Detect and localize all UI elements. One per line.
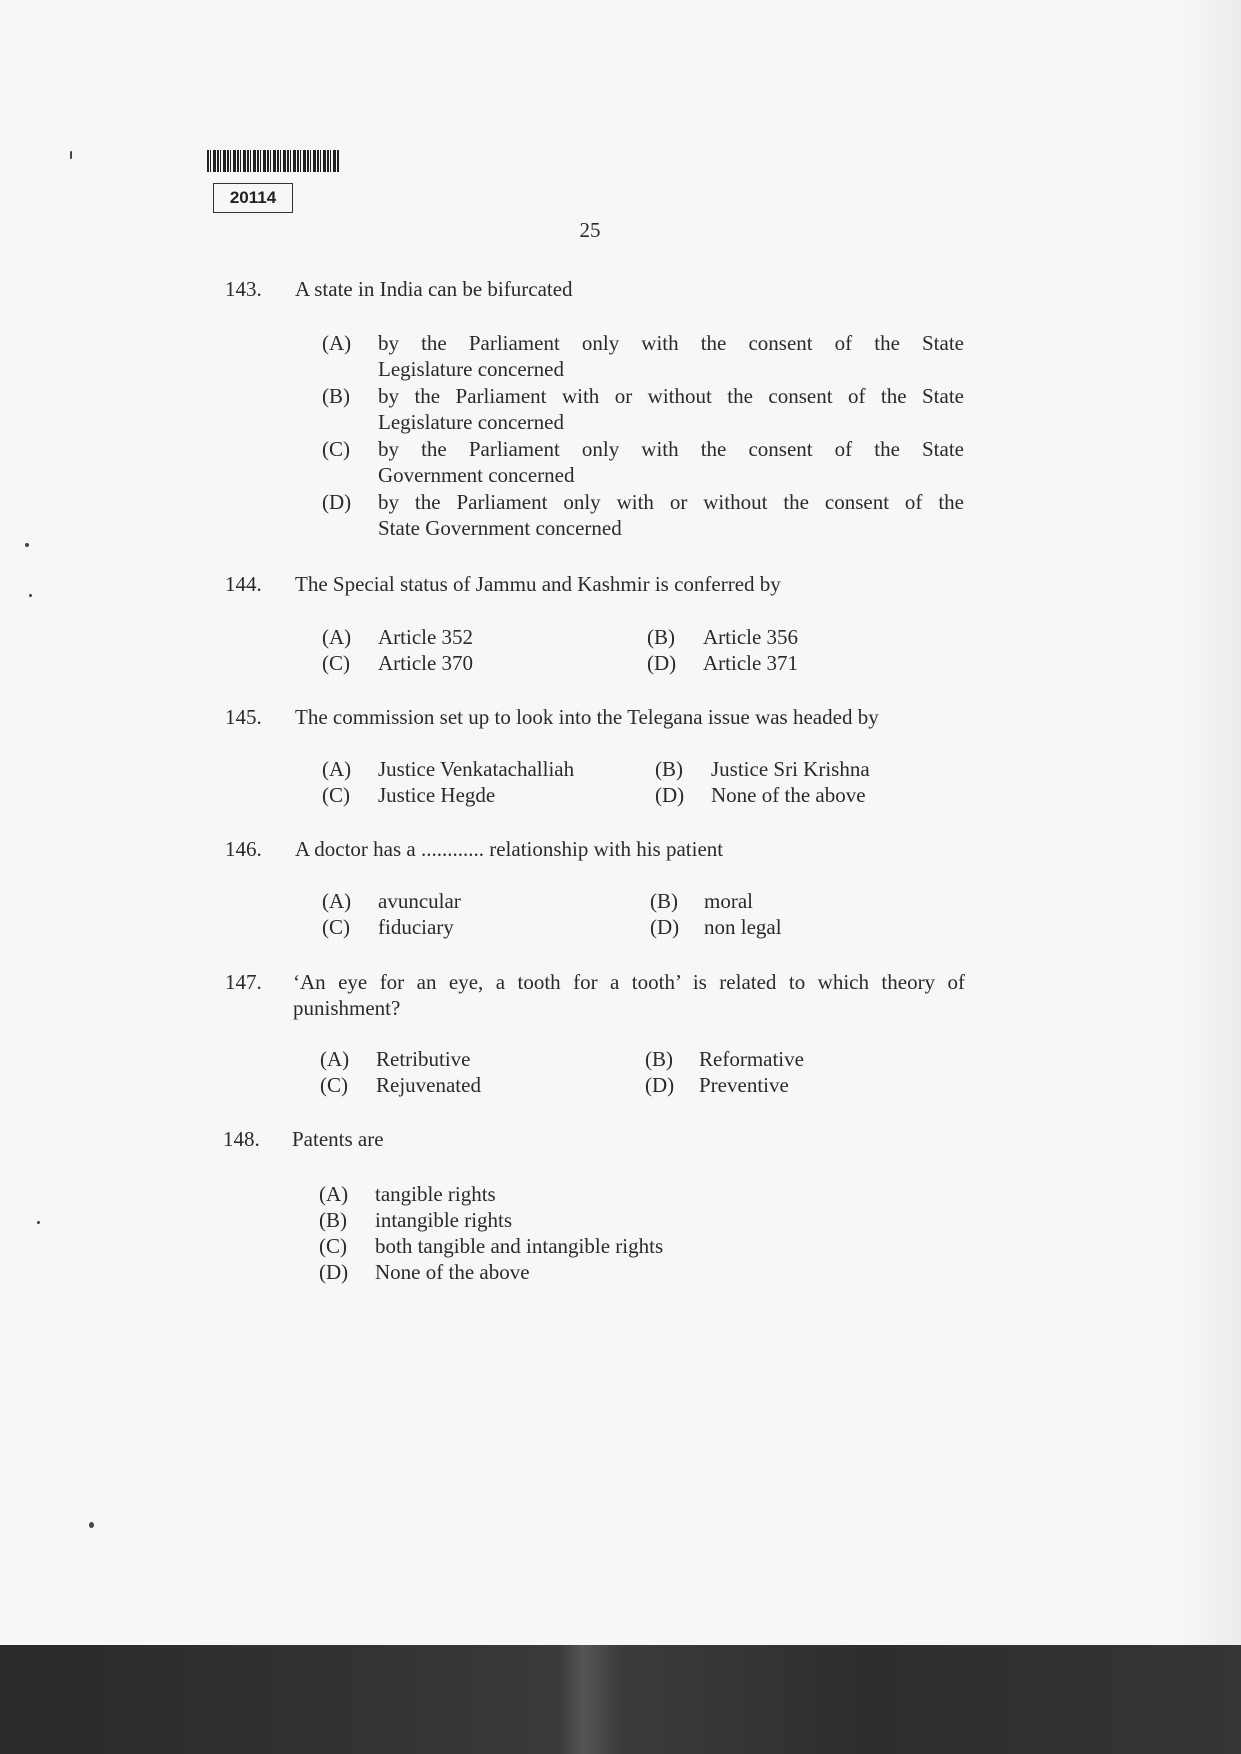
scan-speck <box>25 543 29 547</box>
option-text: intangible rights <box>375 1208 513 1232</box>
option-text: Preventive <box>699 1073 789 1097</box>
option-145-b <box>655 756 955 784</box>
question-number: 145. <box>225 705 262 729</box>
scanner-background <box>0 1645 1241 1754</box>
option-label: (B) <box>647 625 675 649</box>
option-text-line1: by the Parliament with or without the consent of the State <box>378 384 964 408</box>
scan-speck <box>89 1522 94 1528</box>
option-text: None of the above <box>375 1260 530 1284</box>
question-number: 147. <box>225 970 262 994</box>
option-label: (B) <box>655 757 683 781</box>
option-143-c <box>322 436 964 492</box>
option-label: (A) <box>319 1182 349 1206</box>
scan-speck <box>37 1221 40 1224</box>
option-text: Article 371 <box>703 651 799 675</box>
option-text: Retributive <box>376 1047 471 1071</box>
option-label: (C) <box>322 915 350 939</box>
option-label: (B) <box>650 889 678 913</box>
question-text: A doctor has a ............ relationship with his patient <box>295 837 724 861</box>
option-146-c <box>322 914 622 942</box>
option-143-b <box>322 383 964 439</box>
option-143-a <box>322 330 964 386</box>
option-text: Article 356 <box>703 625 799 649</box>
option-147-a <box>320 1046 620 1074</box>
option-label: (D) <box>650 915 680 939</box>
option-text-line1: by the Parliament only with or without the consent of the <box>378 490 964 514</box>
option-146-d <box>650 914 950 942</box>
option-text: Rejuvenated <box>376 1073 481 1097</box>
option-label: (A) <box>322 889 352 913</box>
option-147-c <box>320 1072 620 1100</box>
option-144-d <box>647 650 947 678</box>
question-number: 144. <box>225 572 262 596</box>
option-144-c <box>322 650 622 678</box>
scan-speck <box>70 151 72 159</box>
option-label: (A) <box>320 1047 350 1071</box>
option-label: (D) <box>322 490 352 514</box>
option-text: None of the above <box>711 783 866 807</box>
option-label: (D) <box>319 1260 349 1284</box>
option-label: (C) <box>322 651 350 675</box>
option-text: both tangible and intangible rights <box>375 1234 664 1258</box>
page-edge-shadow <box>1181 0 1241 1645</box>
option-text: Article 352 <box>378 625 474 649</box>
question-148 <box>223 1126 963 1156</box>
option-145-d <box>655 782 955 810</box>
option-text-line2: Legislature concerned <box>378 410 564 434</box>
question-147 <box>225 969 965 1025</box>
option-text: non legal <box>704 915 782 939</box>
question-text: The Special status of Jammu and Kashmir is conferred by <box>295 572 781 596</box>
barcode-image <box>207 150 339 172</box>
option-label: (B) <box>322 384 350 408</box>
option-146-b <box>650 888 950 916</box>
option-text-line1: by the Parliament only with the consent of the State <box>378 331 964 355</box>
option-text: Article 370 <box>378 651 474 675</box>
question-number: 146. <box>225 837 262 861</box>
question-143 <box>225 276 965 306</box>
question-text: The commission set up to look into the Telegana issue was headed by <box>295 705 879 729</box>
option-label: (C) <box>322 437 350 461</box>
paper-code-box: 20114 <box>213 183 293 213</box>
option-text-line2: Legislature concerned <box>378 357 564 381</box>
option-148-d <box>319 1259 819 1287</box>
option-147-d <box>645 1072 945 1100</box>
option-text: moral <box>704 889 753 913</box>
option-label: (A) <box>322 331 352 355</box>
question-text: Patents are <box>292 1127 384 1151</box>
option-label: (C) <box>319 1234 347 1258</box>
page-number: 25 <box>579 218 601 242</box>
question-text-line2: punishment? <box>293 996 401 1020</box>
option-label: (D) <box>645 1073 675 1097</box>
option-text: Justice Hegde <box>378 783 496 807</box>
option-text-line1: by the Parliament only with the consent of the State <box>378 437 964 461</box>
question-number: 148. <box>223 1127 260 1151</box>
option-label: (D) <box>647 651 677 675</box>
question-145 <box>225 704 965 734</box>
question-text-line1: ‘An eye for an eye, a tooth for a tooth’ is related to which theory of <box>293 970 965 994</box>
question-number: 143. <box>225 277 262 301</box>
option-label: (A) <box>322 625 352 649</box>
option-text: Justice Sri Krishna <box>711 757 870 781</box>
option-label: (B) <box>645 1047 673 1071</box>
option-143-d <box>322 489 964 545</box>
option-label: (D) <box>655 783 685 807</box>
option-text: Justice Venkatachalliah <box>378 757 575 781</box>
option-148-b <box>319 1207 819 1235</box>
option-label: (A) <box>322 757 352 781</box>
option-label: (C) <box>320 1073 348 1097</box>
option-148-a <box>319 1181 819 1209</box>
option-145-a <box>322 756 642 784</box>
option-text-line2: Government concerned <box>378 463 575 487</box>
option-text: avuncular <box>378 889 461 913</box>
option-144-a <box>322 624 622 652</box>
question-144 <box>225 571 965 601</box>
option-text: Reformative <box>699 1047 804 1071</box>
option-text-line2: State Government concerned <box>378 516 622 540</box>
option-145-c <box>322 782 642 810</box>
option-146-a <box>322 888 622 916</box>
question-146 <box>225 836 965 866</box>
scan-speck <box>29 594 32 597</box>
question-text: A state in India can be bifurcated <box>295 277 573 301</box>
option-147-b <box>645 1046 945 1074</box>
option-text: fiduciary <box>378 915 454 939</box>
option-label: (C) <box>322 783 350 807</box>
option-label: (B) <box>319 1208 347 1232</box>
option-text: tangible rights <box>375 1182 496 1206</box>
option-144-b <box>647 624 947 652</box>
option-148-c <box>319 1233 819 1261</box>
